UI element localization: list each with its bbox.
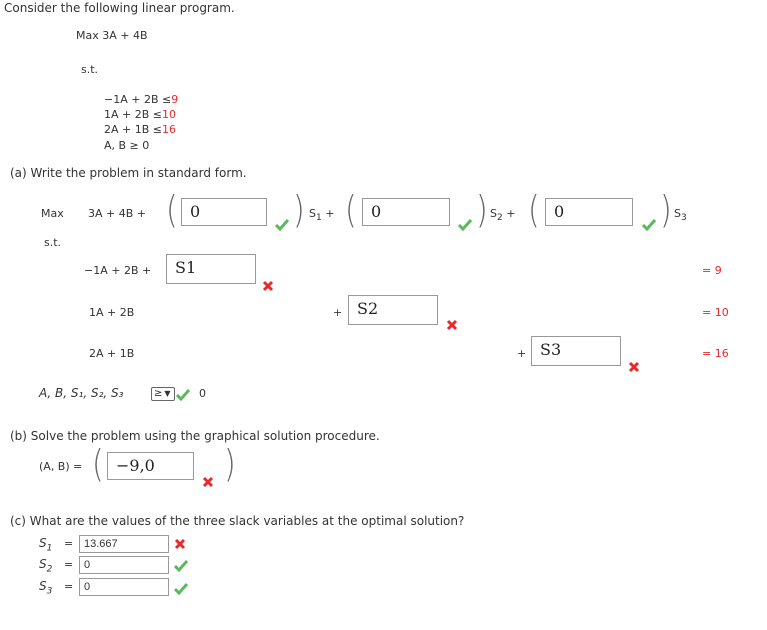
coef-s3-input[interactable]: 0	[545, 198, 633, 226]
s3-value-input[interactable]: 0	[79, 578, 169, 596]
check-icon	[174, 583, 188, 595]
coef-s2-input[interactable]: 0	[362, 198, 450, 226]
paren-close-b: )	[224, 442, 236, 487]
paren-open-b: (	[92, 442, 104, 487]
select-value: ≥	[154, 388, 163, 399]
paren-open-3: (	[528, 188, 540, 233]
row3-expr: 2A + 1B	[89, 347, 135, 360]
s1-eq: =	[64, 537, 74, 550]
c2-rhs: 10	[162, 108, 176, 121]
row1-rhs-text: = 9	[702, 264, 722, 277]
paren-open-1: (	[166, 188, 178, 233]
check-icon	[458, 219, 472, 231]
row1-slack-input[interactable]: S1	[166, 254, 256, 284]
c3-rhs: 16	[162, 123, 176, 136]
lp-st: s.t.	[81, 63, 99, 76]
c2-lhs: 1A + 2B ≤	[104, 108, 162, 121]
row2-slack-input[interactable]: S2	[348, 295, 438, 325]
check-icon	[642, 219, 656, 231]
nonneg-rhs: 0	[199, 387, 206, 400]
chevron-down-icon: ▼	[164, 389, 171, 398]
row2-rhs	[702, 306, 729, 319]
nonneg-vars: A, B, S₁, S₂, S₃	[39, 386, 124, 400]
coef-s1-input[interactable]: 0	[181, 198, 267, 226]
s2-value-input[interactable]: 0	[79, 556, 169, 574]
part-c-label: (c) What are the values of the three slack variables at the optimal solution?	[10, 514, 465, 528]
s2-eq: =	[64, 558, 74, 571]
lp-constraint-2	[104, 108, 176, 121]
s1-value-input[interactable]: 13.667	[79, 535, 169, 553]
part-b-label: (b) Solve the problem using the graphical solution procedure.	[10, 429, 380, 443]
intro-text: Consider the following linear program.	[4, 1, 235, 15]
row2-plus: +	[333, 306, 343, 319]
c1-lhs: −1A + 2B ≤	[104, 93, 172, 106]
s1-var: $S_1$ +	[309, 207, 335, 224]
paren-close-3: )	[660, 188, 672, 233]
row3-rhs	[702, 347, 729, 360]
max-label: Max	[41, 207, 64, 220]
cross-icon	[174, 538, 186, 550]
cross-icon	[446, 319, 458, 331]
s1-label: $S_1$	[39, 536, 53, 554]
inequality-select[interactable]	[151, 387, 175, 401]
cross-icon	[262, 280, 274, 292]
check-icon	[176, 389, 190, 401]
row3-rhs-text: = 16	[702, 347, 729, 360]
st-label: s.t.	[44, 236, 62, 249]
row2-expr: 1A + 2B	[89, 306, 135, 319]
s3-eq: =	[64, 580, 74, 593]
row3-slack-input[interactable]: S3	[531, 336, 621, 366]
lp-constraint-1	[104, 93, 178, 106]
plus-sign: +	[325, 207, 335, 220]
lp-constraint-3	[104, 123, 176, 136]
cross-icon	[202, 476, 214, 488]
s3-label: $S_3$	[39, 579, 53, 597]
c3-lhs: 2A + 1B ≤	[104, 123, 162, 136]
check-icon	[275, 219, 289, 231]
lp-nonneg: A, B ≥ 0	[104, 139, 150, 152]
check-icon	[174, 560, 188, 572]
s2-var: $S_2$ +	[490, 207, 516, 224]
s2-label: $S_2$	[39, 557, 53, 575]
s3-var: $S_3$	[674, 207, 687, 224]
row1-rhs	[702, 264, 722, 277]
c1-rhs: 9	[171, 93, 179, 106]
plus-sign: +	[506, 207, 516, 220]
objective-expr: 3A + 4B +	[88, 207, 146, 220]
paren-close-1: )	[293, 188, 305, 233]
paren-open-2: (	[345, 188, 357, 233]
ab-label: (A, B) =	[39, 460, 83, 473]
part-a-label: (a) Write the problem in standard form.	[10, 166, 247, 180]
ab-answer-input[interactable]: −9,0	[107, 452, 194, 480]
lp-objective: Max 3A + 4B	[76, 29, 148, 42]
row1-expr: −1A + 2B +	[84, 264, 152, 277]
paren-close-2: )	[476, 188, 488, 233]
row3-plus: +	[517, 347, 527, 360]
cross-icon	[628, 361, 640, 373]
row2-rhs-text: = 10	[702, 306, 729, 319]
